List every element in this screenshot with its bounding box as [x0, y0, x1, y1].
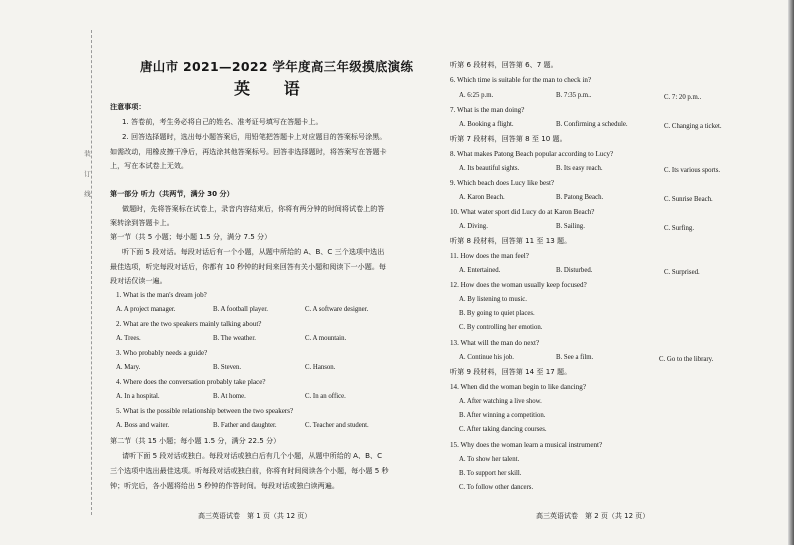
question-6-option-c: C. 7: 20 p.m..: [664, 94, 702, 101]
question-12-option-b: B. By going to quiet places.: [459, 310, 535, 317]
question-5-option-a: A. Boss and waiter.: [116, 422, 170, 429]
question-10-option-c: C. Surfing.: [664, 225, 695, 232]
binding-label: 装 订 线: [83, 150, 90, 203]
notice-item-2-line-3: 上，写在本试卷上无效。: [110, 161, 189, 170]
question-10-option-a: A. Diving.: [459, 223, 488, 230]
section2-desc-line-1: 请听下面 5 段对话或独白。每段对话或独白后有几个小题，从题中所给的 A、B、C: [122, 451, 383, 460]
question-2-option-b: B. The weather.: [213, 335, 256, 342]
part1-heading: 第一部分 听力（共两节，满分 30 分）: [110, 189, 234, 198]
question-6: 6. Which time is suitable for the man to check in?: [450, 76, 592, 84]
question-8-option-b: B. Its easy reach.: [556, 165, 603, 172]
section1-desc-line-2: 最佳选项，听完每段对话后，你都有 10 秒钟的时间来回答有关小题和阅读下一小题。每: [110, 262, 387, 271]
question-6-option-a: A. 6:25 p.m.: [459, 92, 494, 99]
question-2: 2. What are the two speakers mainly talking about?: [116, 320, 262, 328]
question-3-option-b: B. Steven.: [213, 364, 242, 371]
question-15-option-a: A. To show her talent.: [459, 456, 520, 463]
question-13-option-b: B. See a film.: [556, 354, 594, 361]
question-11: 11. How does the man feel?: [450, 252, 529, 260]
page-1-footer: 高三英语试卷 第 1 页（共 12 页）: [198, 512, 312, 520]
question-7-option-c: C. Changing a ticket.: [664, 123, 722, 130]
question-3: 3. Who probably needs a guide?: [116, 349, 208, 357]
material-9-intro: 听第 9 段材料，回答第 14 至 17 题。: [450, 367, 572, 376]
question-5-option-c: C. Teacher and student.: [305, 422, 369, 429]
question-14: 14. When did the woman begin to like dancing?: [450, 383, 586, 391]
question-14-option-b: B. After winning a competition.: [459, 412, 546, 419]
part1-desc-line-1: 做题时，先将答案标在试卷上，录音内容结束后，你将有两分钟的时间将试卷上的答: [122, 204, 385, 213]
question-8: 8. What makes Patong Beach popular according to Lucy?: [450, 150, 614, 158]
material-6-intro: 听第 6 段材料，回答第 6、7 题。: [450, 60, 558, 69]
question-10-option-b: B. Sailing.: [556, 223, 585, 230]
question-4-option-b: B. At home.: [213, 393, 246, 400]
question-4-option-c: C. In an office.: [305, 393, 346, 400]
question-9-option-a: A. Karon Beach.: [459, 194, 505, 201]
question-8-option-c: C. Its various sports.: [664, 167, 721, 174]
section2-desc-line-3: 钟；听完后，各小题将给出 5 秒钟的作答时间。每段对话或独白读两遍。: [110, 481, 339, 490]
question-7: 7. What is the man doing?: [450, 106, 525, 114]
question-1-option-b: B. A football player.: [213, 306, 268, 313]
question-10: 10. What water sport did Lucy do at Karon Beach?: [450, 208, 595, 216]
question-5: 5. What is the possible relationship between the two speakers?: [116, 407, 294, 415]
notice-item-2-line-2: 如需改动，用橡皮擦干净后，再选涂其他答案标号。回答非选择题时，将答案写在答题卡: [110, 147, 387, 156]
question-3-option-c: C. Hanson.: [305, 364, 336, 371]
exam-page-2: [440, 0, 794, 545]
question-12: 12. How does the woman usually keep focused?: [450, 281, 587, 289]
question-9: 9. Which beach does Lucy like best?: [450, 179, 555, 187]
question-11-option-b: B. Disturbed.: [556, 267, 593, 274]
question-7-option-a: A. Booking a flight.: [459, 121, 514, 128]
question-14-option-a: A. After watching a live show.: [459, 398, 542, 405]
section1-desc-line-1: 听下面 5 段对话。每段对话后有一个小题，从题中所给的 A、B、C 三个选项中选出: [122, 247, 385, 256]
question-1-option-a: A. A project manager.: [116, 306, 176, 313]
question-11-option-a: A. Entertained.: [459, 267, 501, 274]
question-4: 4. Where does the conversation probably take place?: [116, 378, 266, 386]
section2-heading: 第二节（共 15 小题；每小题 1.5 分，满分 22.5 分）: [110, 436, 281, 445]
material-7-intro: 听第 7 段材料，回答第 8 至 10 题。: [450, 134, 567, 143]
exam-subject: 英 语: [234, 79, 314, 98]
question-2-option-c: C. A mountain.: [305, 335, 347, 342]
question-8-option-a: A. Its beautiful sights.: [459, 165, 520, 172]
question-14-option-c: C. After taking dancing courses.: [459, 426, 547, 433]
material-8-intro: 听第 8 段材料，回答第 11 至 13 题。: [450, 236, 572, 245]
scan-edge-shadow: [788, 0, 794, 545]
question-15-option-b: B. To support her skill.: [459, 470, 522, 477]
question-1-option-c: C. A software designer.: [305, 306, 369, 313]
question-9-option-b: B. Patong Beach.: [556, 194, 604, 201]
question-3-option-a: A. Mary.: [116, 364, 141, 371]
notice-heading: 注意事项：: [110, 102, 146, 111]
question-1: 1. What is the man's dream job?: [116, 291, 207, 299]
section1-desc-line-3: 段对话仅读一遍。: [110, 276, 167, 285]
question-4-option-a: A. In a hospital.: [116, 393, 160, 400]
question-15-option-c: C. To follow other dancers.: [459, 484, 534, 491]
question-13: 13. What will the man do next?: [450, 339, 540, 347]
question-15: 15. Why does the woman learn a musical instrument?: [450, 441, 603, 449]
notice-item-2-line-1: 2. 回答选择题时，选出每小题答案后，用铅笔把答题卡上对应题目的答案标号涂黑。: [122, 132, 387, 141]
section2-desc-line-2: 三个选项中选出最佳选项。听每段对话或独白前，你将有时间阅读各个小题，每小题 5 秒: [110, 466, 389, 475]
question-7-option-b: B. Confirming a schedule.: [556, 121, 628, 128]
question-12-option-c: C. By controlling her emotion.: [459, 324, 543, 331]
question-6-option-b: B. 7:35 p.m..: [556, 92, 592, 99]
question-12-option-a: A. By listening to music.: [459, 296, 527, 303]
exam-title: 唐山市 2021—2022 学年度高三年级摸底演练: [140, 59, 414, 74]
question-9-option-c: C. Sunrise Beach.: [664, 196, 713, 203]
notice-item-1: 1. 答卷前，考生务必将自己的姓名、准考证号填写在答题卡上。: [122, 117, 323, 126]
binding-fold-line: [91, 30, 92, 515]
question-13-option-a: A. Continue his job.: [459, 354, 514, 361]
part1-desc-line-2: 案转涂到答题卡上。: [110, 218, 174, 227]
question-11-option-c: C. Surprised.: [664, 269, 700, 276]
question-2-option-a: A. Trees.: [116, 335, 141, 342]
question-13-option-c: C. Go to the library.: [659, 356, 714, 363]
page-2-footer: 高三英语试卷 第 2 页（共 12 页）: [536, 512, 650, 520]
question-5-option-b: B. Father and daughter.: [213, 422, 277, 429]
section1-heading: 第一节（共 5 小题；每小题 1.5 分，满分 7.5 分）: [110, 232, 272, 241]
